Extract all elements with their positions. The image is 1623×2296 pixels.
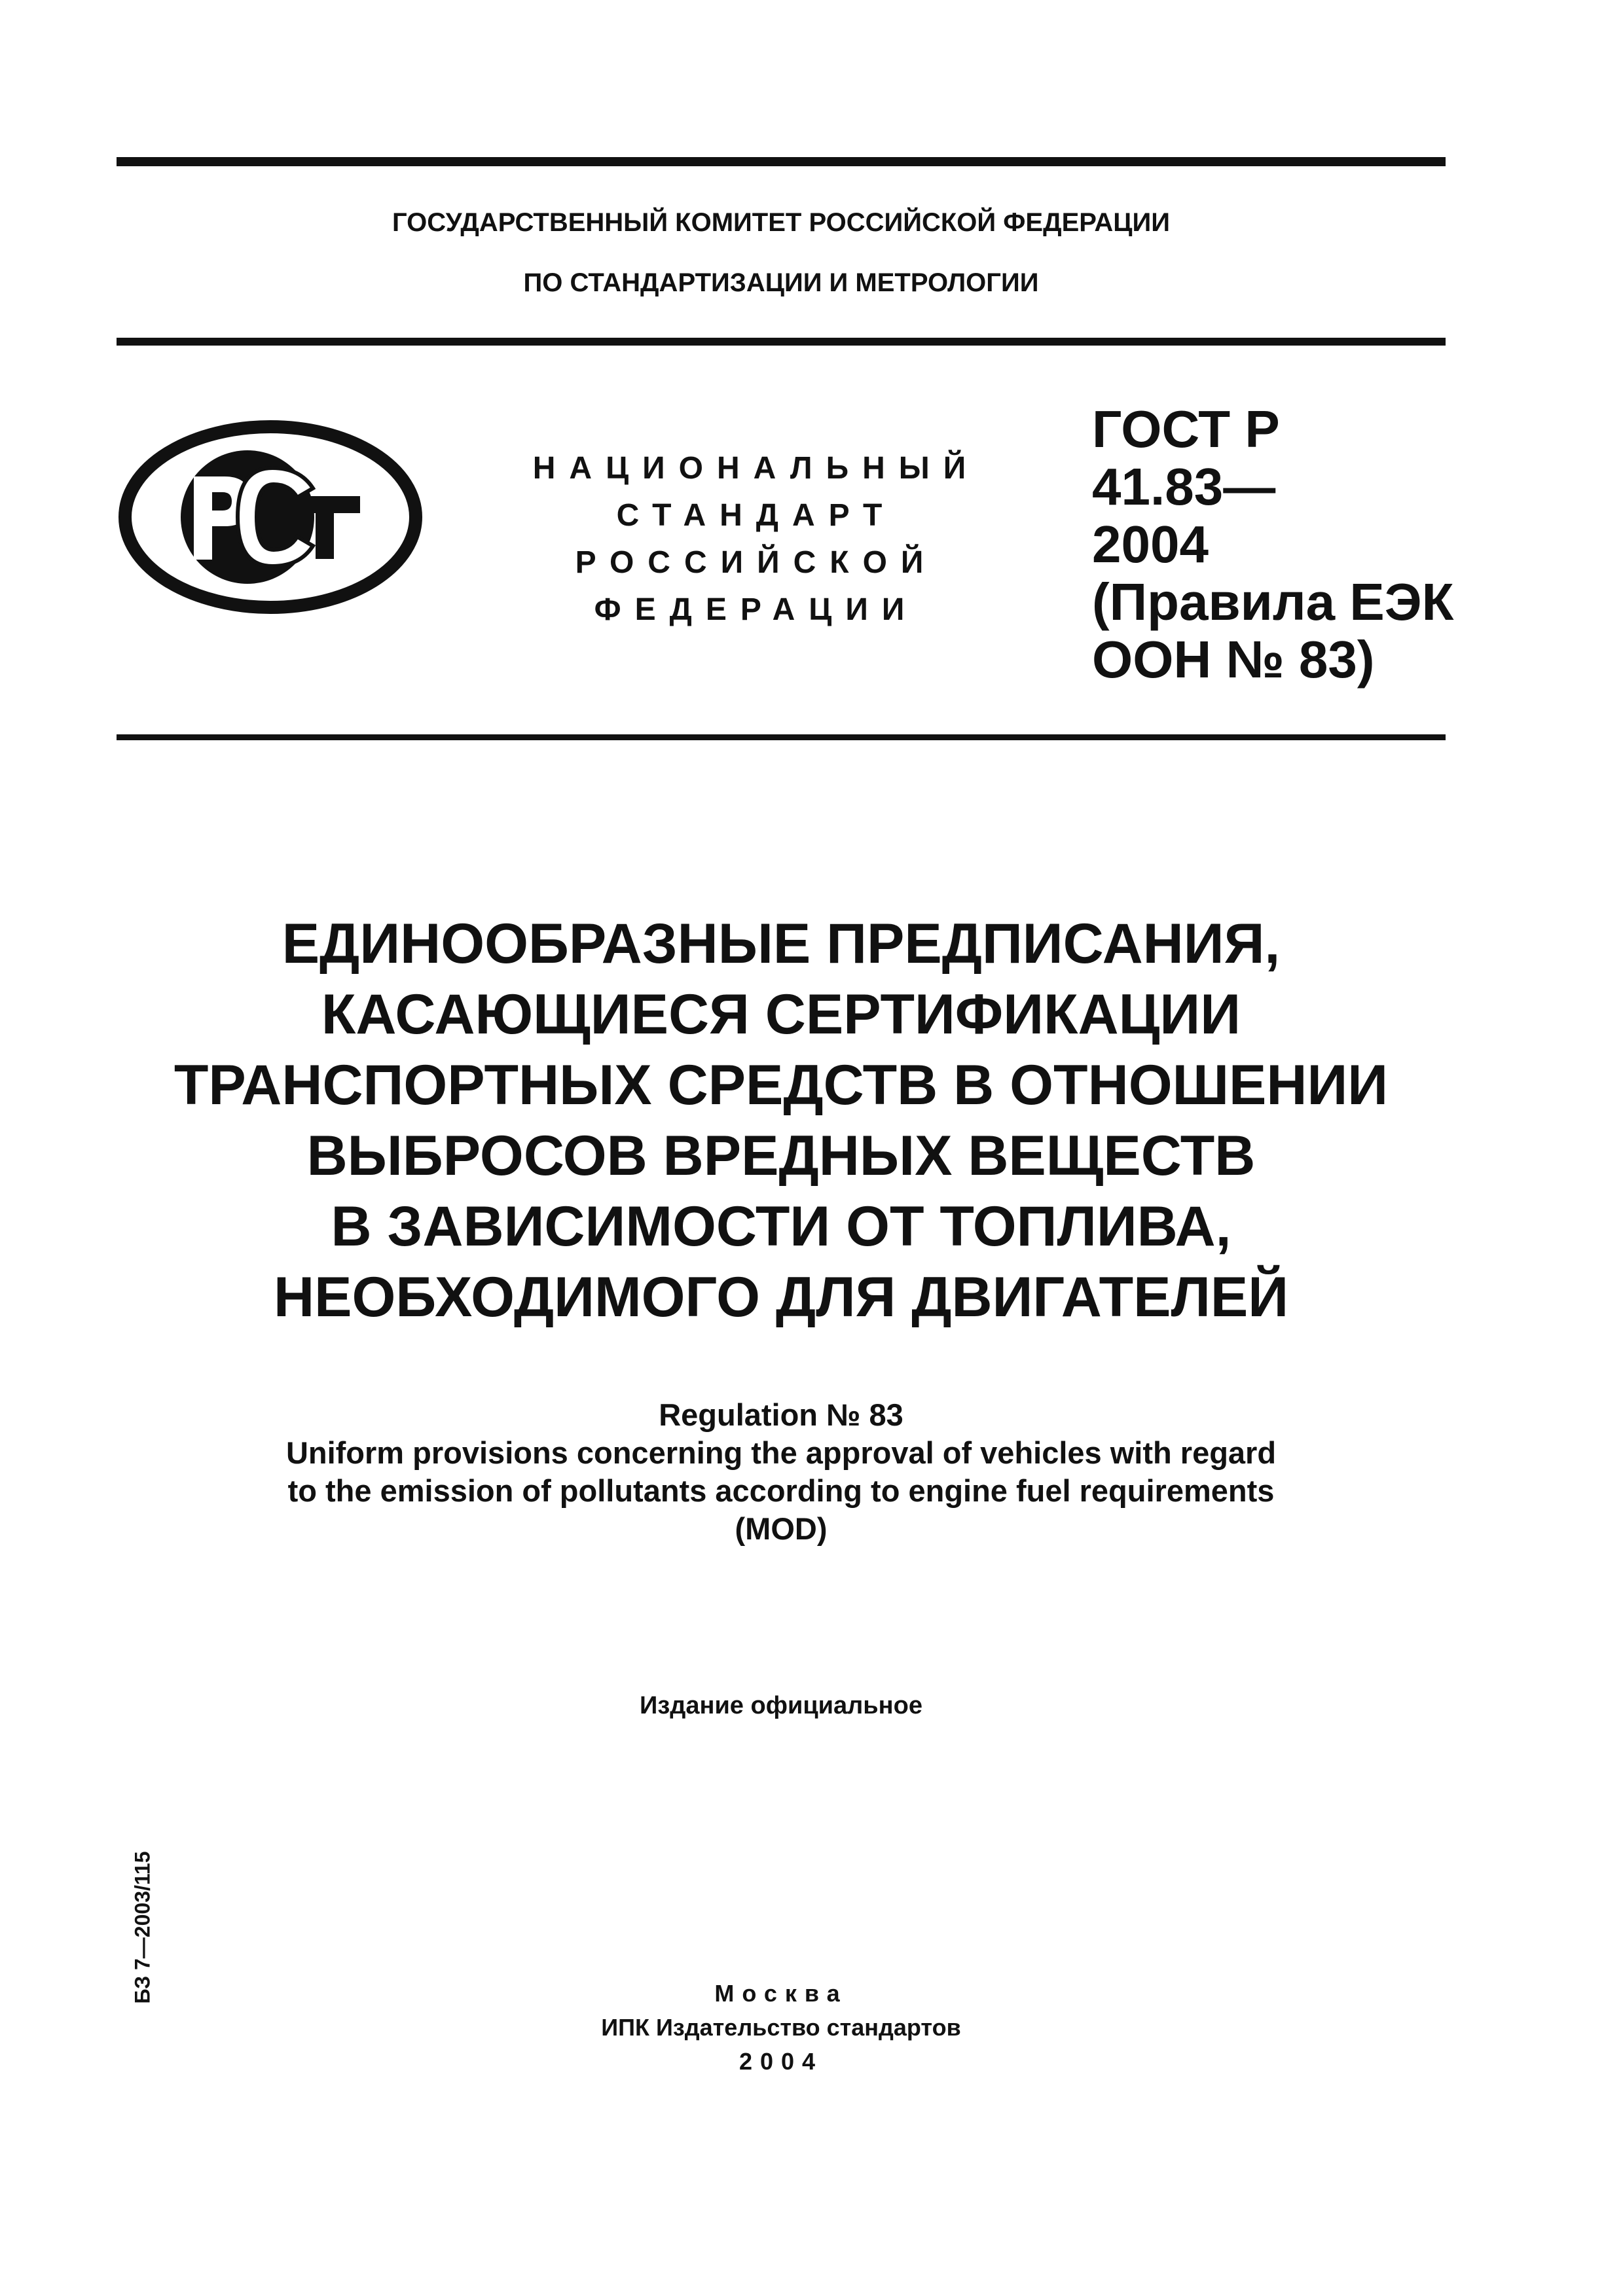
imprint bbox=[117, 1977, 1446, 2079]
header-rule bbox=[117, 338, 1446, 346]
imprint-city: Москва bbox=[714, 1980, 848, 2007]
gost-number bbox=[1092, 401, 1454, 689]
imprint-publisher: ИПК Издательство стандартов bbox=[601, 2014, 961, 2041]
title-line: ЕДИНООБРАЗНЫЕ ПРЕДПИСАНИЯ, bbox=[282, 912, 1281, 975]
title-line: КАСАЮЩИЕСЯ СЕРТИФИКАЦИИ bbox=[321, 983, 1241, 1046]
document-title bbox=[117, 908, 1446, 1333]
rst-logo-icon bbox=[117, 419, 424, 615]
title-line: ВЫБРОСОВ ВРЕДНЫХ ВЕЩЕСТВ bbox=[306, 1124, 1256, 1187]
gost-line: 41.83— bbox=[1092, 457, 1276, 516]
english-title bbox=[117, 1396, 1446, 1548]
english-line: to the emission of pollutants according to engine fuel requirements bbox=[287, 1473, 1275, 1508]
english-line: Uniform provisions concerning the approval of vehicles with regard bbox=[285, 1435, 1277, 1470]
gost-line: ГОСТ Р bbox=[1092, 400, 1280, 458]
edition-label: Издание официальное bbox=[640, 1692, 922, 1719]
committee-line-2: ПО СТАНДАРТИЗАЦИИ И МЕТРОЛОГИИ bbox=[523, 268, 1039, 297]
title-line: В ЗАВИСИМОСТИ ОТ ТОПЛИВА, bbox=[331, 1195, 1231, 1258]
designation-line: СТАНДАРТ bbox=[616, 498, 896, 533]
english-line: Regulation № 83 bbox=[659, 1397, 903, 1432]
designation-line: РОССИЙСКОЙ bbox=[575, 545, 938, 580]
top-rule bbox=[117, 157, 1446, 166]
english-line: (MOD) bbox=[735, 1511, 828, 1546]
gost-line: (Правила ЕЭК bbox=[1092, 573, 1454, 631]
designation-line: ФЕДЕРАЦИИ bbox=[594, 592, 919, 627]
imprint-year: 2004 bbox=[739, 2048, 824, 2075]
committee-line-1: ГОСУДАРСТВЕННЫЙ КОМИТЕТ РОССИЙСКОЙ ФЕДЕРАЦИИ bbox=[392, 208, 1171, 237]
mid-rule bbox=[117, 734, 1446, 740]
gost-line: 2004 bbox=[1092, 515, 1209, 573]
title-line: ТРАНСПОРТНЫХ СРЕДСТВ В ОТНОШЕНИИ bbox=[173, 1054, 1389, 1117]
title-line: НЕОБХОДИМОГО ДЛЯ ДВИГАТЕЛЕЙ bbox=[273, 1266, 1288, 1329]
designation-line: НАЦИОНАЛЬНЫЙ bbox=[532, 451, 980, 486]
gost-line: ООН № 83) bbox=[1092, 630, 1375, 689]
side-code: БЗ 7—2003/115 bbox=[130, 1851, 155, 2004]
standard-designation bbox=[498, 445, 1015, 634]
